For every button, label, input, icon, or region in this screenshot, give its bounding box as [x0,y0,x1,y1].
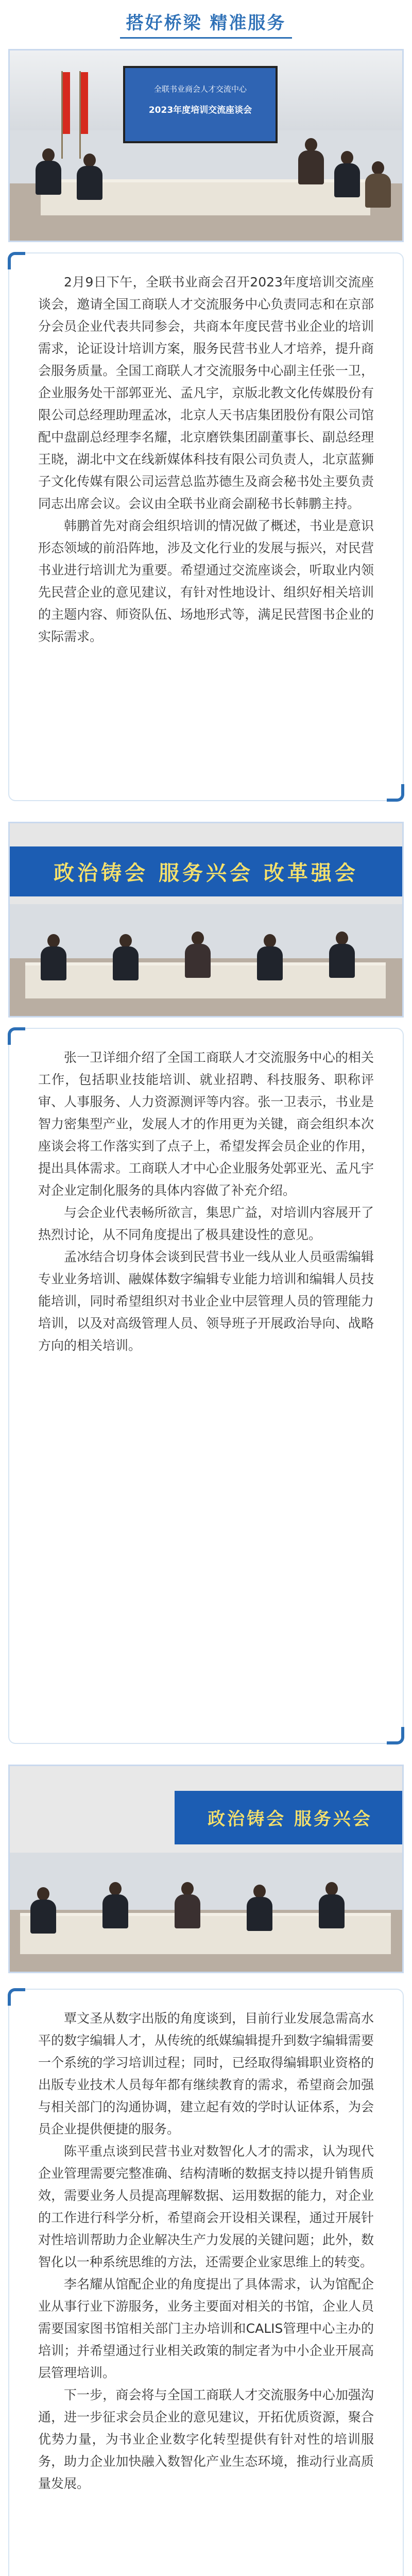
paragraph: 陈平重点谈到民营书业对数智化人才的需求，认为现代企业管理需要完整准确、结构清晰的数据支持以提升销售质效，需要业务人员提高理解数据、运用数据的能力，对企业的工作进行科学分析，希望商会开设相关课程，通过开展针对性培训帮助力企业解决生产力发展的关键问题；此外，数智化以一种系统思维的方法，还需要企业家思维上的转变。 [38,2144,374,2269]
paragraph: 孟冰结合切身体会谈到民营书业一线从业人员亟需编辑专业业务培训、融媒体数字编辑专业能力培训和编辑人员技能培训，同时希望组织对书业企业中层管理人员的管理能力培训，以及对高级管理人员、领导班子开展政治导向、战略方向的相关培训。 [38,1249,374,1353]
attendee [30,1887,56,1934]
text-section-2 [8,1028,404,1744]
attendee [113,934,139,980]
text-section-3 [8,1989,404,2576]
attendee [329,931,355,978]
attendee [298,138,324,184]
paragraph: 韩鹏首先对商会组织培训的情况做了概述，书业是意识形态领域的前沿阵地，涉及文化行业的发展与振兴，对民营书业进行培训尤为重要。希望通过交流座谈会，听取业内领先民营企业的意见建议，有针对性地设计、组织好相关培训的主题内容、师资队伍、场地形式等，满足民营图书企业的实际需求。 [38,518,374,644]
meeting-photo-2 [8,822,404,1018]
attendee [365,161,391,208]
page-title: 搭好桥梁 精准服务 [120,9,293,39]
slogan-banner: 政治铸会 服务兴会 [175,1791,404,1844]
attendee [102,1882,128,1928]
text-section-1 [8,252,404,801]
corner-decoration [387,784,404,802]
paragraph: 与会企业代表畅所欲言，集思广益，对培训内容展开了热烈讨论，从不同角度提出了极具建设性的意见。 [38,1205,374,1242]
meeting-photo-3 [8,1765,404,1973]
attendee [175,1882,200,1928]
attendee [36,148,61,195]
attendee [257,934,283,980]
paragraph: 覃文圣从数字出版的角度谈到，目前行业发展急需高水平的数字编辑人才，从传统的纸媒编辑提升到数字编辑需要一个系统的学习培训过程；同时，已经取得编辑职业资格的出版专业技术人员每年都有继续教育的需求，希望商会加强与相关部门的沟通协调，建立起有效的学时认证体系，为会员企业提供便捷的服务。 [38,2011,374,2137]
paragraph: 下一步，商会将与全国工商联人才交流服务中心加强沟通，进一步征求会员企业的意见建议，开拓优质资源，聚合优势力量，为书业企业数字化转型提供有针对性的培训服务，助力企业加快融入数智化产业生态环境，推动行业高质量发展。 [38,2387,374,2491]
flag-icon [63,72,70,134]
slogan-banner: 政治铸会 服务兴会 改革强会 [10,846,402,896]
page-header [0,0,412,47]
flag-icon [81,72,88,134]
paragraph: 李名耀从馆配企业的角度提出了具体需求，认为馆配企业从事行业下游服务，业务主要面对相关的书馆，企业人员需要国家图书馆相关部门主办培训和CALIS管理中心主办的培训；并希望通过行业相关政策的制定者为中小企业开展高层管理培训。 [38,2277,374,2380]
paragraph: 2月9日下午，全联书业商会召开2023年度培训交流座谈会，邀请全国工商联人才交流服务中心负责同志和在京部分会员企业代表共同参会，共商本年度民营书业企业的培训需求，论证设计培训方案，服务民营书业人才培养，提升商会服务质量。全国工商联人才交流服务中心副主任张一卫，企业服务处干部郭亚光、孟凡宇，京版北教文化传媒股份有限公司总经理助理孟冰，北京人天书店集团股份有限公司馆配中盘副总经理李名耀，北京磨铁集团副董事长、副总经理王晓，湖北中文在线新媒体科技有限公司负责人，北京蓝狮子文化传媒有限公司运营总监苏德生及商会秘书处主要负责同志出席会议。会议由全联书业商会副秘书长韩鹏主持。 [38,275,374,511]
screen-banner: 全联书业商会人才交流中心 [153,84,247,94]
corner-decoration [387,1727,404,1744]
corner-decoration [8,252,25,269]
attendee [319,1882,345,1928]
attendee [247,1885,272,1931]
attendee [77,154,102,200]
meeting-photo-1 [8,49,404,242]
attendee [185,931,211,978]
attendee [334,151,360,197]
paragraph: 张一卫详细介绍了全国工商联人才交流服务中心的相关工作，包括职业技能培训、就业招聘、科技服务、职称评审、人事服务、人力资源测评等内容。张一卫表示，书业是智力密集型产业，发展人才的作用更为关键，商会组织本次座谈会将工作落实到了点子上，希望发挥会员企业的作用，提出具体需求。工商联人才中心企业服务处郭亚光、孟凡宇对企业定制化服务的具体内容做了补充介绍。 [38,1050,374,1198]
projection-screen [123,66,278,143]
attendee [41,934,66,980]
corner-decoration [8,1988,25,2006]
screen-text: 2023年度培训交流座谈会 [148,105,252,115]
corner-decoration [8,1027,25,1045]
